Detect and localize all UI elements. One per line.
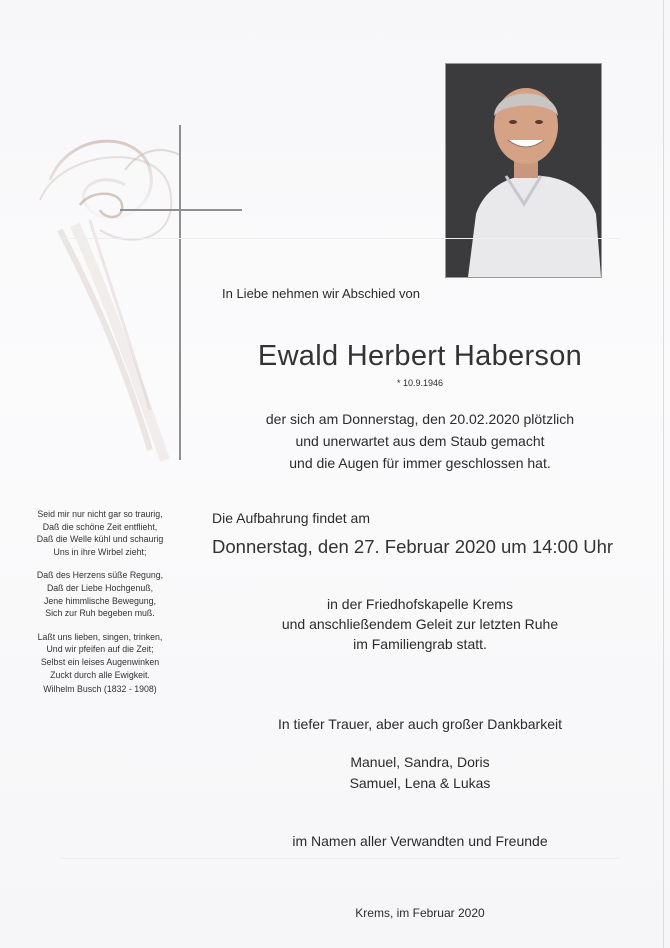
family-names: [200, 752, 640, 794]
poem-line: Jene himmlische Bewegung,: [44, 595, 156, 606]
poem-line: Daß der Liebe Hochgenuß,: [46, 582, 154, 593]
place-line: in der Friedhofskapelle Krems: [327, 596, 513, 612]
poem-line: Und wir pfeifen auf die Zeit;: [46, 644, 154, 655]
relatives-text: im Namen aller Verwandten und Freunde: [292, 833, 548, 849]
poem-stanza: [20, 569, 180, 619]
poem-stanza: [20, 508, 180, 558]
poem-line: Laßt uns lieben, singen, trinken,: [37, 631, 163, 642]
poem-line: Zuckt durch alle Ewigkeit.: [50, 669, 150, 680]
funeral-place: [200, 594, 640, 654]
poem-line: Daß die schöne Zeit entflieht,: [42, 521, 158, 532]
page-edge: [663, 0, 664, 948]
mourning-text: In tiefer Trauer, aber auch großer Dankbarkeit: [277, 716, 563, 732]
place-line: und anschließendem Geleit zur letzten Ruhe: [281, 616, 559, 632]
message-line: der sich am Donnerstag, den 20.02.2020 plötzlich: [265, 411, 575, 427]
family-line: Samuel, Lena & Lukas: [349, 775, 491, 791]
poem-line: Daß die Welle kühl und schaurig: [36, 534, 164, 545]
family-line: Manuel, Sandra, Doris: [350, 754, 490, 770]
lying-in-state-text: Die Aufbahrung findet am: [212, 510, 370, 526]
poem-line: Selbst ein leises Augenwinken: [40, 656, 160, 667]
poem-line: Sich zur Ruh begeben muß.: [45, 608, 155, 619]
faint-separator: [60, 238, 620, 239]
poem-line: Daß des Herzens süße Regung,: [36, 570, 164, 581]
poem: [20, 508, 180, 707]
faint-separator: [60, 858, 620, 859]
birth-date: * 10.9.1946: [396, 378, 444, 388]
message-line: und die Augen für immer geschlossen hat.: [289, 455, 551, 471]
intro-text: In Liebe nehmen wir Abschied von: [222, 286, 421, 301]
poem-line: Uns in ihre Wirbel zieht;: [53, 546, 147, 557]
portrait-photo: [445, 63, 602, 278]
place-date-footer: Krems, im Februar 2020: [355, 906, 485, 920]
portrait-illustration: [446, 64, 601, 277]
death-message: [200, 408, 640, 474]
message-line: und unerwartet aus dem Staub gemacht: [295, 433, 545, 449]
deceased-name: Ewald Herbert Haberson: [257, 340, 583, 372]
poem-line: Seid mir nur nicht gar so traurig,: [37, 509, 163, 519]
poem-stanza: [20, 631, 180, 696]
funeral-date: Donnerstag, den 27. Februar 2020 um 14:00 Uhr: [212, 536, 614, 557]
poem-author: Wilhelm Busch (1832 - 1908): [43, 684, 157, 695]
place-line: im Familiengrab statt.: [353, 636, 487, 652]
